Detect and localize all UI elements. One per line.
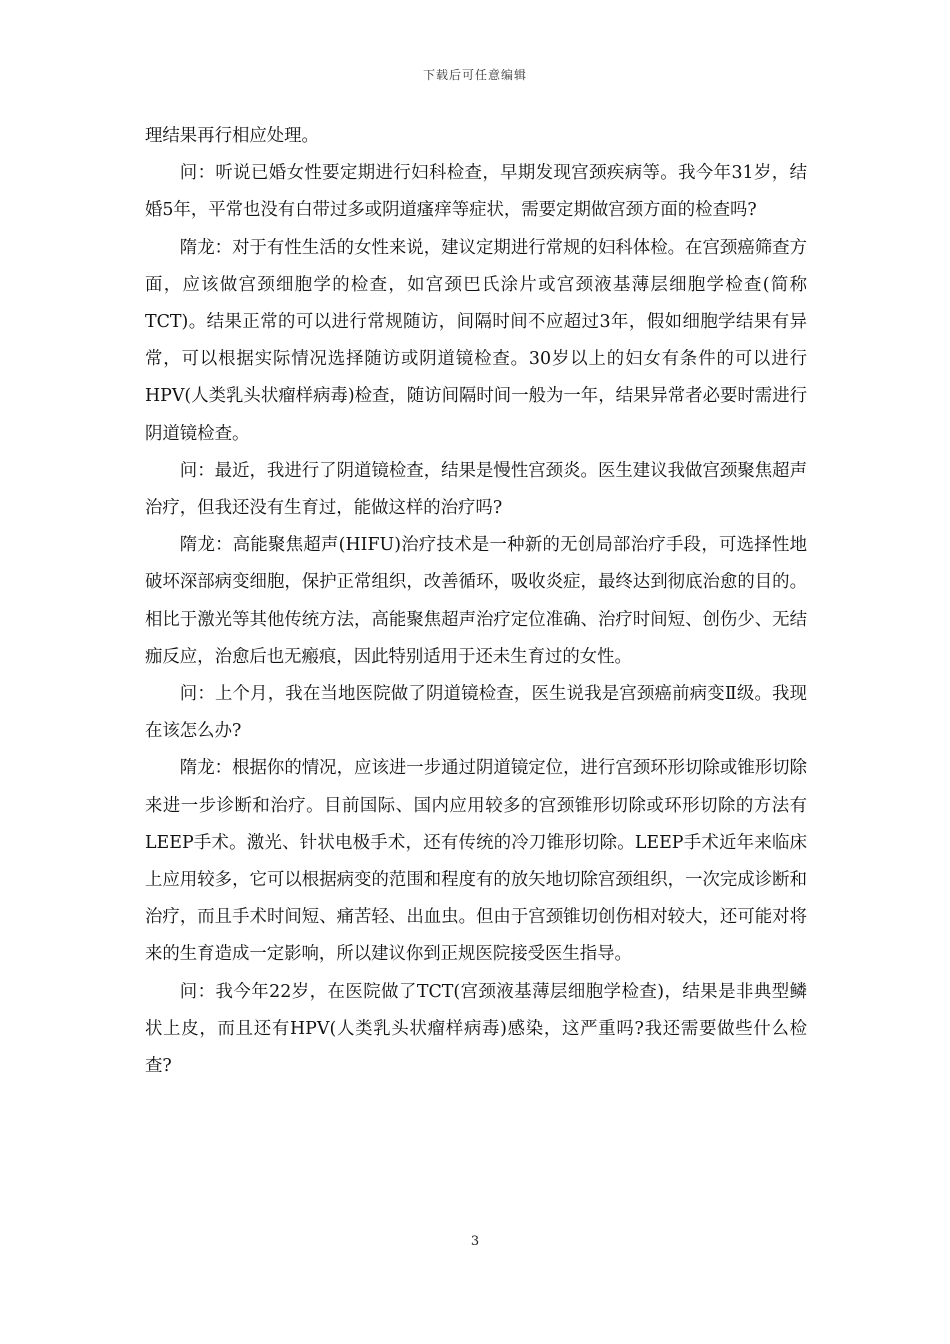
paragraph-continuation: 理结果再行相应处理。 (145, 126, 319, 146)
paragraph-question-3: 问：上个月，我在当地医院做了阴道镜检查，医生说我是宫颈癌前病变Ⅱ级。我现在该怎么办? (145, 684, 807, 742)
document-body (145, 118, 807, 1085)
paragraph-answer-2: 隋龙：高能聚焦超声(HIFU)治疗技术是一种新的无创局部治疗手段，可选择性地破坏深部病变细胞，保护正常组织，改善循环，吸收炎症，最终达到彻底治愈的目的。相比于激光等其他传统方法，高能聚焦超声治疗定位准确、治疗时间短、创伤少、无结痂反应，治愈后也无瘢痕，因此特别适用于还未生育过的女性。 (145, 535, 807, 667)
paragraph-question-4: 问：我今年22岁，在医院做了TCT(宫颈液基薄层细胞学检查)，结果是非典型鳞状上皮，而且还有HPV(人类乳头状瘤样病毒)感染，这严重吗?我还需要做些什么检查? (145, 981, 807, 1077)
page-number: 3 (470, 1234, 480, 1249)
paragraph-question-1: 问：听说已婚女性要定期进行妇科检查，早期发现宫颈疾病等。我今年31岁，结婚5年，平常也没有白带过多或阴道瘙痒等症状，需要定期做宫颈方面的检查吗? (145, 163, 807, 221)
page-header: 下载后可任意编辑 (422, 68, 527, 82)
paragraph-answer-3: 隋龙：根据你的情况，应该进一步通过阴道镜定位，进行宫颈环形切除或锥形切除来进一步诊断和治疗。目前国际、国内应用较多的宫颈锥形切除或环形切除的方法有LEEP手术。激光、针状电极手术，还有传统的冷刀锥形切除。LEEP手术近年来临床上应用较多，它可以根据病变的范围和程度有的放矢地切除宫颈组织，一次完成诊断和治疗，而且手术时间短、痛苦轻、出血虫。但由于宫颈锥切创伤相对较大，还可能对将来的生育造成一定影响，所以建议你到正规医院接受医生指导。 (145, 758, 807, 965)
paragraph-question-2: 问：最近，我进行了阴道镜检查，结果是慢性宫颈炎。医生建议我做宫颈聚焦超声治疗，但我还没有生育过，能做这样的治疗吗? (145, 460, 807, 519)
paragraph-answer-1: 隋龙：对于有性生活的女性来说，建议定期进行常规的妇科体检。在宫颈癌筛查方面，应该做宫颈细胞学的检查，如宫颈巴氏涂片或宫颈液基薄层细胞学检查(简称TCT)。结果正常的可以进行常规随访，间隔时间不应超过3年，假如细胞学结果有异常，可以根据实际情况选择随访或阴道镜检查。30岁以上的妇女有条件的可以进行HPV(人类乳头状瘤样病毒)检查，随访间隔时间一般为一年，结果异常者必要时需进行阴道镜检查。 (145, 237, 807, 444)
